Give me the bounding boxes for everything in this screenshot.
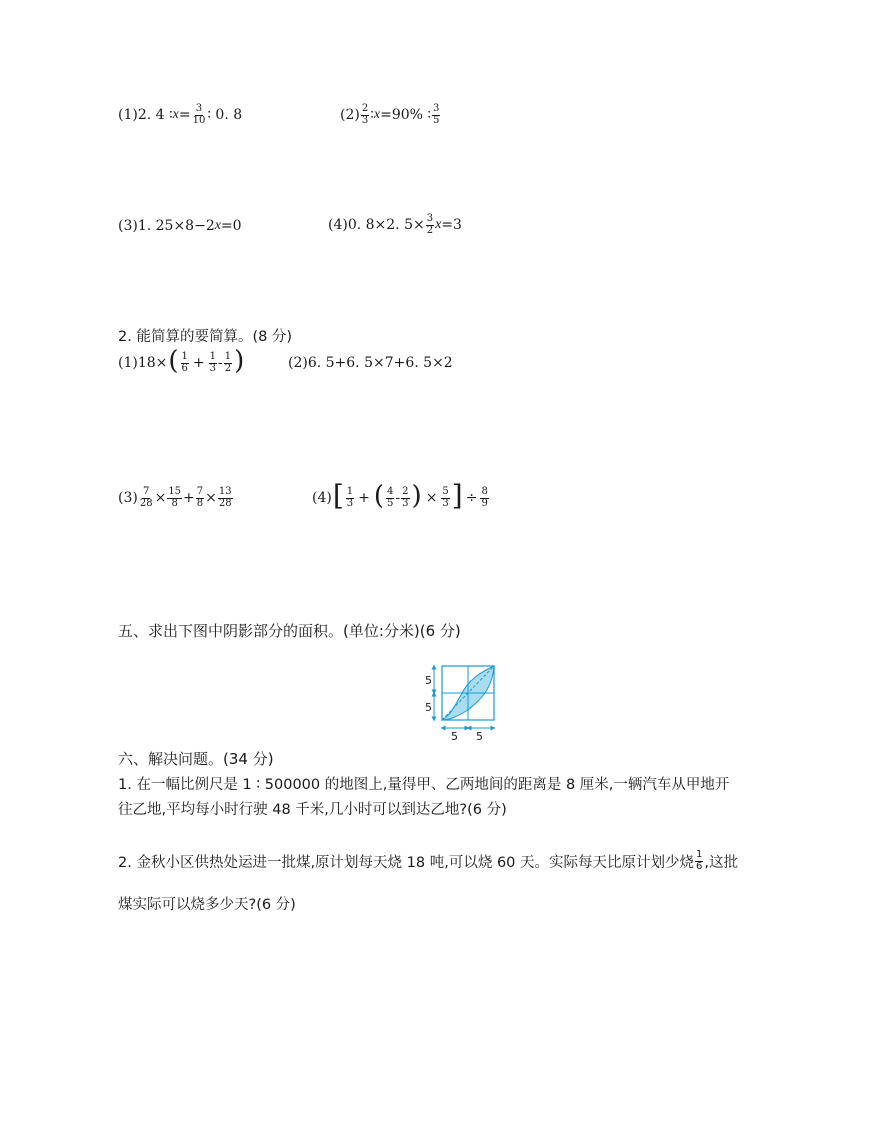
fraction xyxy=(426,214,434,236)
label-left-bottom: 5 xyxy=(425,701,432,714)
denominator: 2 xyxy=(426,224,434,236)
denominator: 5 xyxy=(387,497,394,509)
numerator: 3 xyxy=(426,213,434,224)
numerator: 1 xyxy=(346,486,354,497)
plus-sign: + xyxy=(183,490,195,506)
denominator: 6 xyxy=(181,362,188,374)
numerator: 1 xyxy=(209,351,217,362)
equation-1-label: (1)2. 4 ∶ xyxy=(118,107,173,123)
minus-sign: - xyxy=(218,355,223,371)
question-1-line-1: 1. 在一幅比例尺是 1 ∶ 500000 的地图上,量得甲、乙两地间的距离是 8 厘米,一辆汽车从甲地开 xyxy=(118,777,730,793)
calc-4 xyxy=(312,479,490,512)
numerator: 5 xyxy=(442,486,449,497)
denominator: 3 xyxy=(442,497,449,509)
numerator: 7 xyxy=(196,486,204,497)
right-paren: ) xyxy=(234,346,245,376)
numerator: 3 xyxy=(195,103,203,114)
denominator: 3 xyxy=(209,362,217,374)
denominator: 28 xyxy=(139,497,153,509)
variable-x: x xyxy=(214,218,221,233)
fraction xyxy=(361,104,369,126)
equation-2-label: (2) xyxy=(340,107,360,123)
left-paren: ( xyxy=(168,346,179,376)
times-sign: × xyxy=(205,490,217,506)
equation-2-mid: =90% ∶ xyxy=(380,107,432,123)
denominator: 10 xyxy=(192,114,206,126)
times-sign: × xyxy=(425,490,438,506)
equation-4-label: (4)0. 8×2. 5× xyxy=(328,217,425,233)
denominator: 3 xyxy=(346,497,354,509)
numerator: 2 xyxy=(361,103,369,114)
denominator: 3 xyxy=(402,497,409,509)
equation-3-rest: =0 xyxy=(220,218,242,234)
denominator: 9 xyxy=(481,497,488,509)
numerator: 1 xyxy=(696,849,703,860)
numerator: 4 xyxy=(387,486,394,497)
variable-x: x xyxy=(435,217,442,232)
fraction xyxy=(192,104,207,126)
fraction xyxy=(224,352,232,374)
question-2-line-2: 煤实际可以烧多少天?(6 分) xyxy=(118,897,296,913)
calc-3 xyxy=(118,487,234,509)
denominator: 2 xyxy=(224,362,232,374)
numerator: 1 xyxy=(181,351,188,362)
numerator: 1 xyxy=(224,351,232,362)
label-bottom-left: 5 xyxy=(451,730,458,742)
equation-3 xyxy=(118,218,242,234)
fraction xyxy=(196,487,204,509)
question-1-line-2: 往乙地,平均每小时行驶 48 千米,几小时可以到达乙地?(6 分) xyxy=(118,802,507,818)
section-5-heading: 五、求出下图中阴影部分的面积。(单位:分米)(6 分) xyxy=(118,622,461,640)
variable-x: x xyxy=(172,107,179,122)
numerator: 15 xyxy=(168,486,182,497)
equals-sign: = xyxy=(178,107,191,123)
question-2-text-end: ,这批 xyxy=(704,854,738,871)
calc-1 xyxy=(118,346,245,376)
denominator: 6 xyxy=(696,860,703,872)
label-bottom-right: 5 xyxy=(476,730,483,742)
numerator: 13 xyxy=(218,486,232,497)
calc-4-label: (4) xyxy=(312,490,332,506)
equation-1-rest: ∶ 0. 8 xyxy=(207,107,243,123)
times-sign: × xyxy=(154,490,167,506)
denominator: 8 xyxy=(196,497,204,509)
denominator: 5 xyxy=(433,114,440,126)
divide-sign: ÷ xyxy=(465,490,478,506)
equation-3-label: (3)1. 25×8−2 xyxy=(118,218,215,234)
shaded-area-figure xyxy=(420,660,504,742)
equation-2 xyxy=(340,104,441,126)
denominator: 28 xyxy=(218,497,232,509)
fraction xyxy=(441,487,449,509)
fraction xyxy=(181,352,189,374)
fraction xyxy=(346,487,354,509)
right-paren: ) xyxy=(411,481,422,511)
ratio-sign: ∶ xyxy=(370,107,374,123)
section-6-heading: 六、解决问题。(34 分) xyxy=(118,750,274,768)
fraction xyxy=(401,487,409,509)
left-paren: ( xyxy=(373,481,385,511)
section-4-2-heading: 2. 能简算的要简算。(8 分) xyxy=(118,329,293,345)
variable-x: x xyxy=(373,107,381,122)
right-bracket: ] xyxy=(451,479,463,512)
calc-2: (2)6. 5+6. 5×7+6. 5×2 xyxy=(288,355,453,371)
numerator: 2 xyxy=(402,486,409,497)
numerator: 8 xyxy=(481,486,488,497)
label-left-top: 5 xyxy=(425,674,432,687)
numerator: 3 xyxy=(433,103,440,114)
fraction xyxy=(480,487,488,509)
fraction xyxy=(218,487,233,509)
equation-1 xyxy=(118,104,242,126)
fraction xyxy=(139,487,154,509)
fraction xyxy=(432,104,440,126)
calc-3-label: (3) xyxy=(118,490,138,506)
equation-4-rest: =3 xyxy=(441,217,462,233)
fraction xyxy=(167,487,182,509)
denominator: 8 xyxy=(171,497,178,509)
equation-4 xyxy=(328,214,462,236)
fraction xyxy=(695,850,703,872)
numerator: 7 xyxy=(143,486,150,497)
calc-1-label: (1)18× xyxy=(118,355,168,371)
question-2-text: 2. 金秋小区供热处运进一批煤,原计划每天烧 18 吨,可以烧 60 天。实际每天比原计划少烧 xyxy=(118,854,694,871)
plus-sign: + xyxy=(358,490,370,506)
left-bracket: [ xyxy=(332,479,344,512)
plus-sign: + xyxy=(192,355,205,371)
fraction xyxy=(386,487,394,509)
denominator: 3 xyxy=(361,114,369,126)
minus-sign: - xyxy=(395,490,401,506)
question-2-line-1 xyxy=(118,850,738,872)
fraction xyxy=(209,352,217,374)
